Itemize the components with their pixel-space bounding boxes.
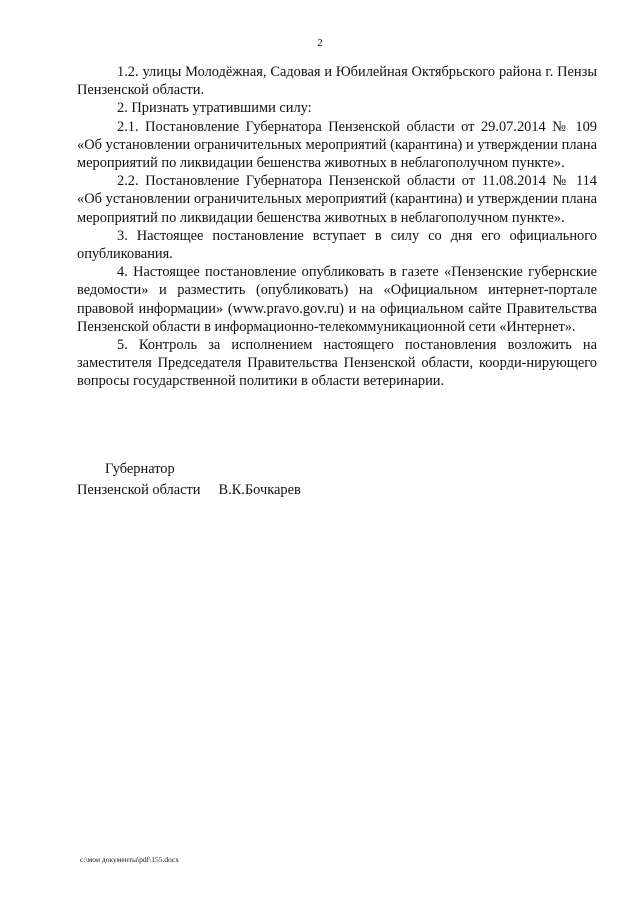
paragraph-4: 4. Настоящее постановление опубликовать в газете «Пензенские губернские ведомости» и разместить (опубликовать) на «Официальном интернет-портале правовой информации» (www.pravo.gov.ru) и на официальном сайте Правительства Пензенской области в информационно-телекоммуникационной сети «Интернет». <box>77 264 597 335</box>
paragraph-2: 2. Признать утратившими силу: <box>117 100 312 117</box>
document-body <box>77 63 597 391</box>
signature-title-line2: Пензенской области <box>77 482 201 498</box>
paragraph-1-2: 1.2. улицы Молодёжная, Садовая и Юбилейная Октябрьского района г. Пензы Пензенской области. <box>77 64 597 99</box>
paragraph-2-2: 2.2. Постановление Губернатора Пензенской области от 11.08.2014 № 114 «Об установлении ограничительных мероприятий (карантина) и утверждении плана мероприятий по ликвидации бешенства животных в неблагополучном пункте». <box>77 173 597 226</box>
signature-row <box>77 480 301 501</box>
page-number: 2 <box>317 37 323 49</box>
footer-file-path: c:\мои документы\pdf\155.docx <box>80 855 179 864</box>
paragraph-5: 5. Контроль за исполнением настоящего постановления возложить на заместителя Председателя Правительства Пензенской области, коорди-нирующего вопросы государственной политики в области ветеринарии. <box>77 337 597 390</box>
paragraph-2-1: 2.1. Постановление Губернатора Пензенской области от 29.07.2014 № 109 «Об установлении ограничительных мероприятий (карантина) и утверждении плана мероприятий по ликвидации бешенства животных в неблагополучном пункте». <box>77 118 597 172</box>
signatory-name: В.К.Бочкарев <box>218 482 301 498</box>
signature-title-line1: Губернатор <box>105 461 175 477</box>
paragraph-3: 3. Настоящее постановление вступает в силу со дня его официального опубликования. <box>77 227 597 263</box>
signature-block <box>77 459 301 501</box>
